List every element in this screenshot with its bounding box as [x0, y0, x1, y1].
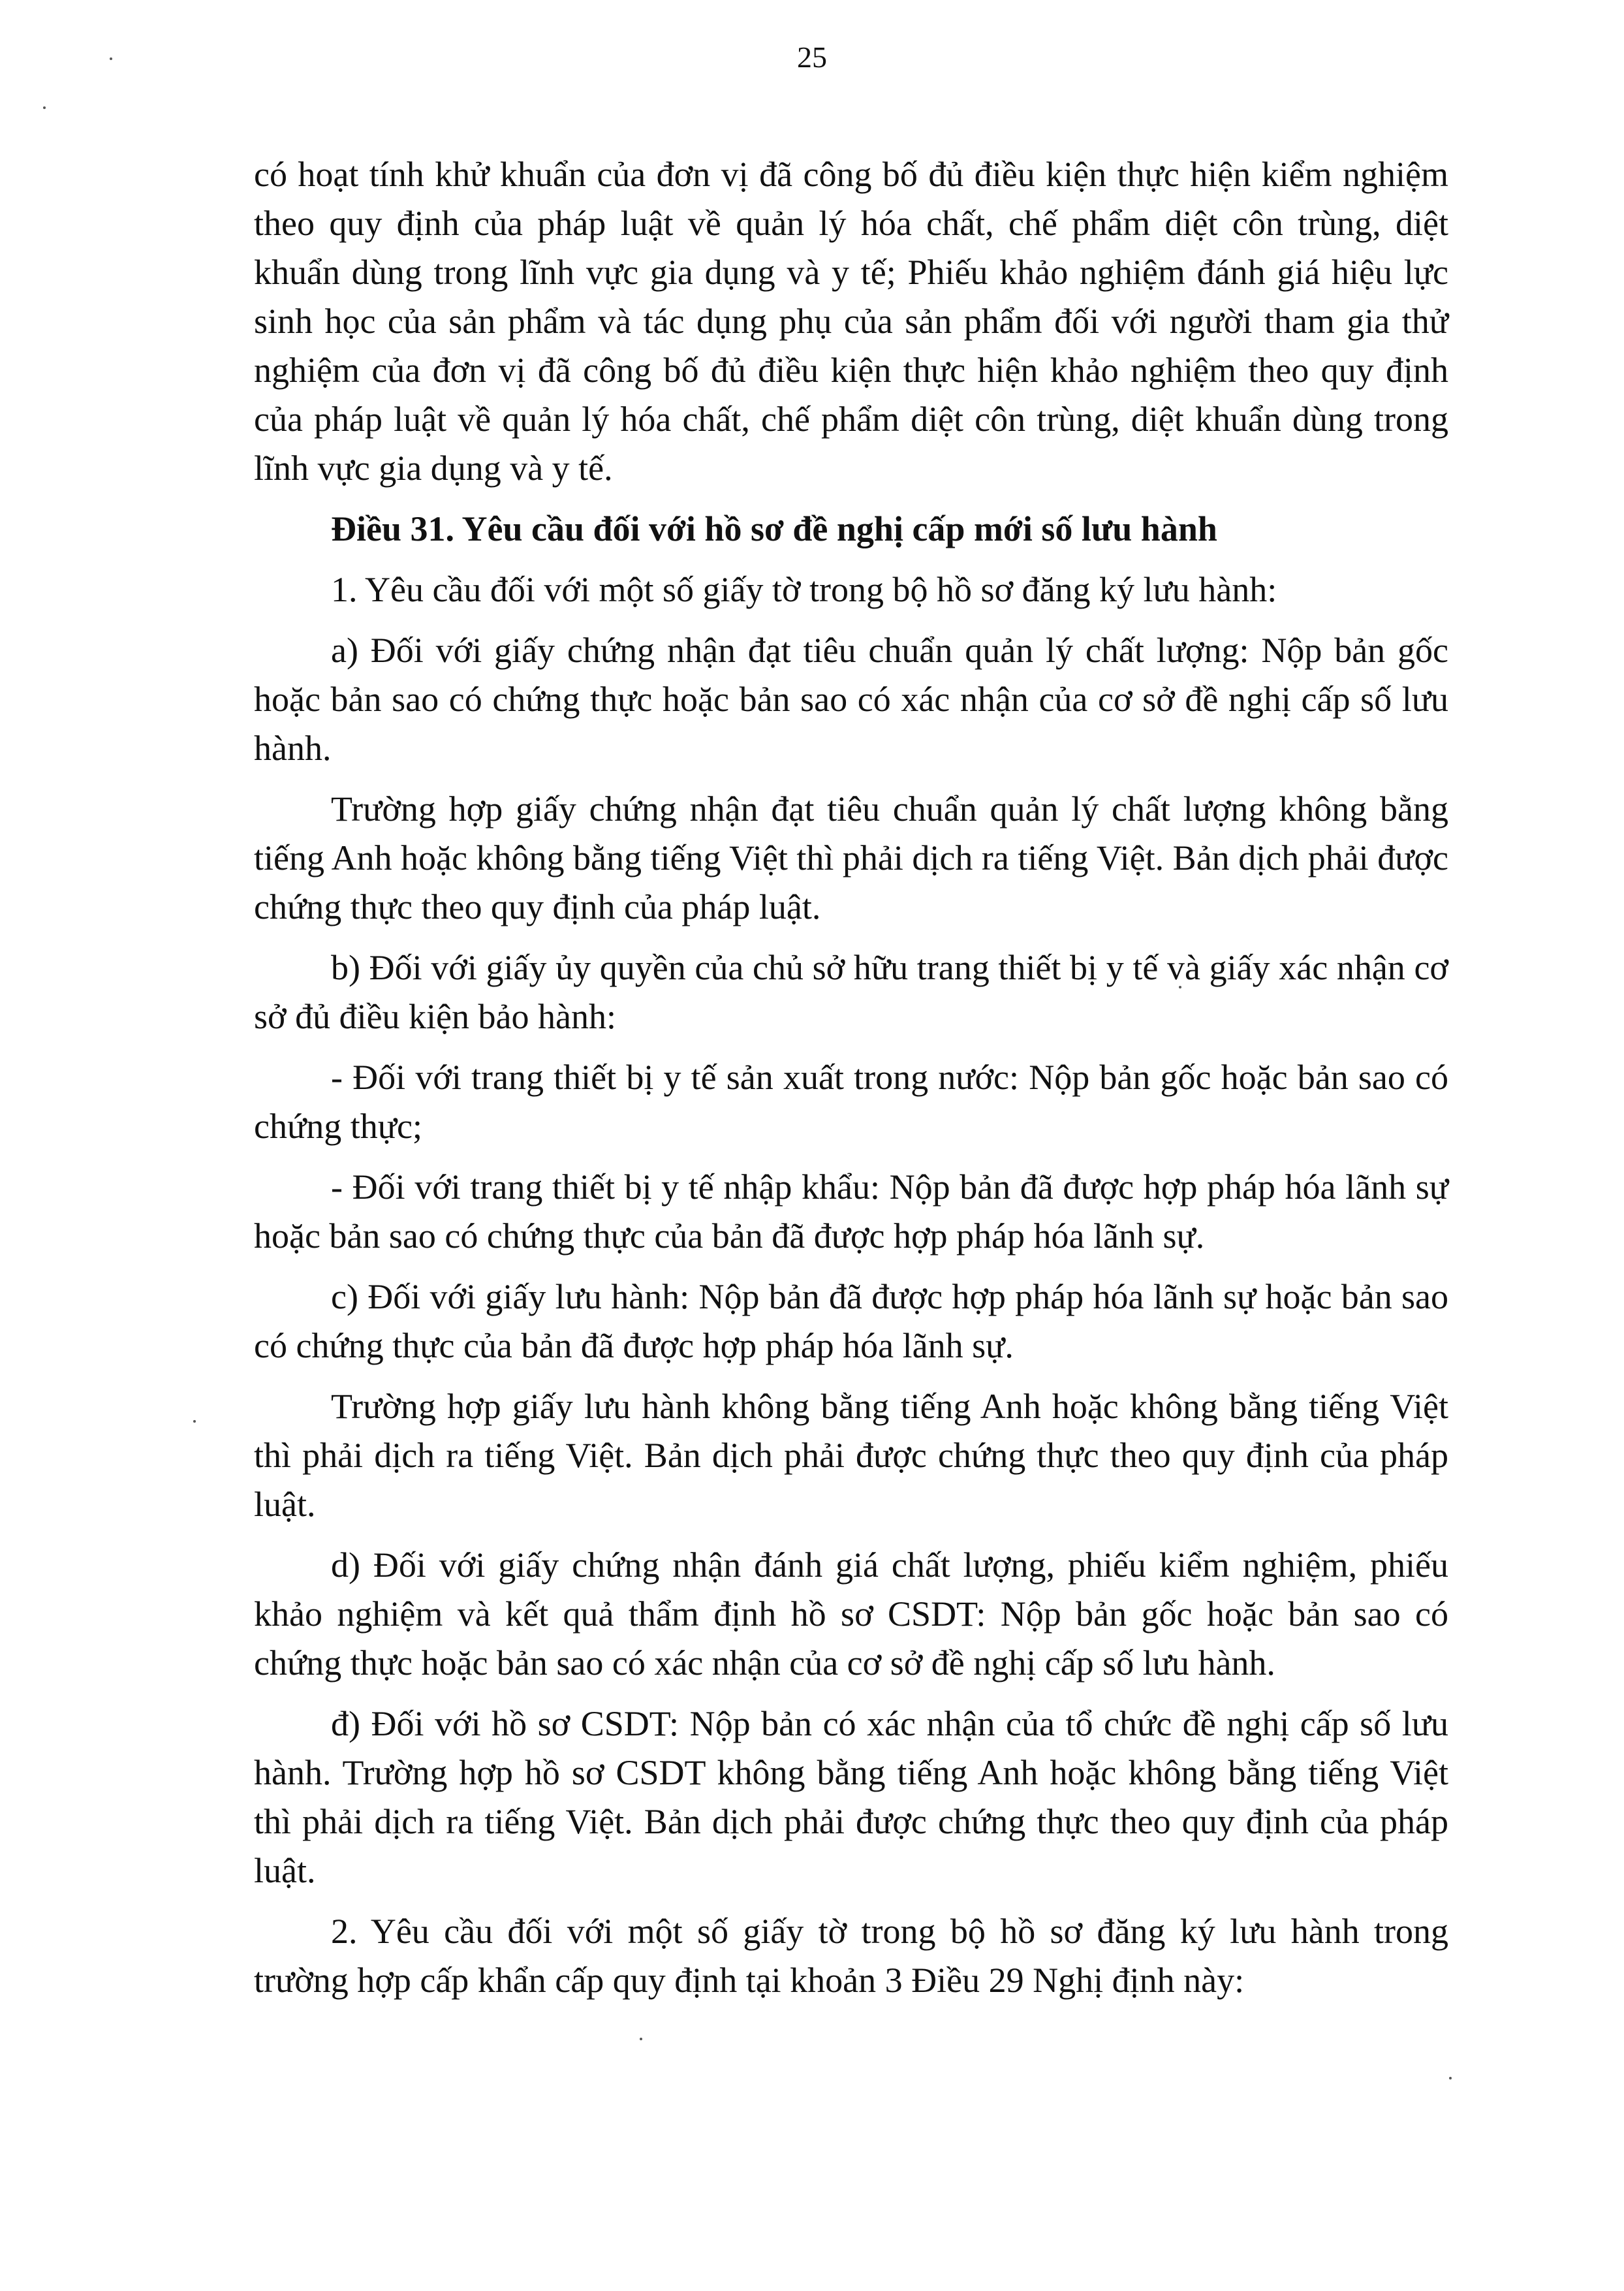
scan-speck — [43, 106, 46, 109]
point-d: d) Đối với giấy chứng nhận đánh giá chất lượng, phiếu kiểm nghiệm, phiếu khảo nghiệm và kết quả thẩm định hồ sơ CSDT: Nộp bản gốc hoặc bản sao có chứng thực hoặc bản sao có xác nhận của cơ sở đề nghị cấp số lưu hành. — [254, 1545, 1448, 1683]
point-b: b) Đối với giấy ủy quyền của chủ sở hữu trang thiết bị y tế và giấy xác nhận cơ sở đủ điều kiện bảo hành: — [254, 948, 1448, 1036]
scan-speck — [110, 57, 112, 60]
article-heading: Điều 31. Yêu cầu đối với hồ sơ đề nghị cấp mới số lưu hành — [331, 509, 1217, 548]
clause-1: 1. Yêu cầu đối với một số giấy tờ trong bộ hồ sơ đăng ký lưu hành: — [331, 570, 1277, 609]
point-a-note: Trường hợp giấy chứng nhận đạt tiêu chuẩn quản lý chất lượng không bằng tiếng Anh hoặc không bằng tiếng Việt thì phải dịch ra tiếng Việt. Bản dịch phải được chứng thực theo quy định của pháp luật. — [254, 789, 1448, 926]
point-c-note: Trường hợp giấy lưu hành không bằng tiếng Anh hoặc không bằng tiếng Việt thì phải dịch ra tiếng Việt. Bản dịch phải được chứng thực theo quy định của pháp luật. — [254, 1387, 1448, 1524]
point-dd: đ) Đối với hồ sơ CSDT: Nộp bản có xác nhận của tổ chức đề nghị cấp số lưu hành. Trường hợp hồ sơ CSDT không bằng tiếng Anh hoặc không bằng tiếng Việt thì phải dịch ra tiếng Việt. Bản dịch phải được chứng thực theo quy định của pháp luật. — [254, 1704, 1448, 1890]
point-b-domestic: - Đối với trang thiết bị y tế sản xuất trong nước: Nộp bản gốc hoặc bản sao có chứng thực; — [254, 1058, 1448, 1146]
scan-speck — [640, 2038, 642, 2040]
scan-speck — [1449, 2077, 1452, 2079]
scan-speck — [193, 1420, 196, 1423]
point-c: c) Đối với giấy lưu hành: Nộp bản đã được hợp pháp hóa lãnh sự hoặc bản sao có chứng thực của bản đã được hợp pháp hóa lãnh sự. — [254, 1277, 1448, 1365]
clause-2: 2. Yêu cầu đối với một số giấy tờ trong bộ hồ sơ đăng ký lưu hành trong trường hợp cấp khẩn cấp quy định tại khoản 3 Điều 29 Nghị định này: — [254, 1912, 1448, 2000]
paragraph-continuation: có hoạt tính khử khuẩn của đơn vị đã công bố đủ điều kiện thực hiện kiểm nghiệm theo quy định của pháp luật về quản lý hóa chất, chế phẩm diệt côn trùng, diệt khuẩn dùng trong lĩnh vực gia dụng và y tế; Phiếu khảo nghiệm đánh giá hiệu lực sinh học của sản phẩm và tác dụng phụ của sản phẩm đối với người tham gia thử nghiệm của đơn vị đã công bố đủ điều kiện thực hiện khảo nghiệm theo quy định của pháp luật về quản lý hóa chất, chế phẩm diệt côn trùng, diệt khuẩn dùng trong lĩnh vực gia dụng và y tế. — [254, 155, 1448, 488]
page-number: 25 — [797, 40, 827, 74]
document-body — [254, 150, 1448, 2005]
point-b-imported: - Đối với trang thiết bị y tế nhập khẩu: Nộp bản đã được hợp pháp hóa lãnh sự hoặc bản sao có chứng thực của bản đã được hợp pháp hóa lãnh sự. — [254, 1167, 1448, 1256]
point-a: a) Đối với giấy chứng nhận đạt tiêu chuẩn quản lý chất lượng: Nộp bản gốc hoặc bản sao có chứng thực hoặc bản sao có xác nhận của cơ sở đề nghị cấp số lưu hành. — [254, 631, 1448, 768]
